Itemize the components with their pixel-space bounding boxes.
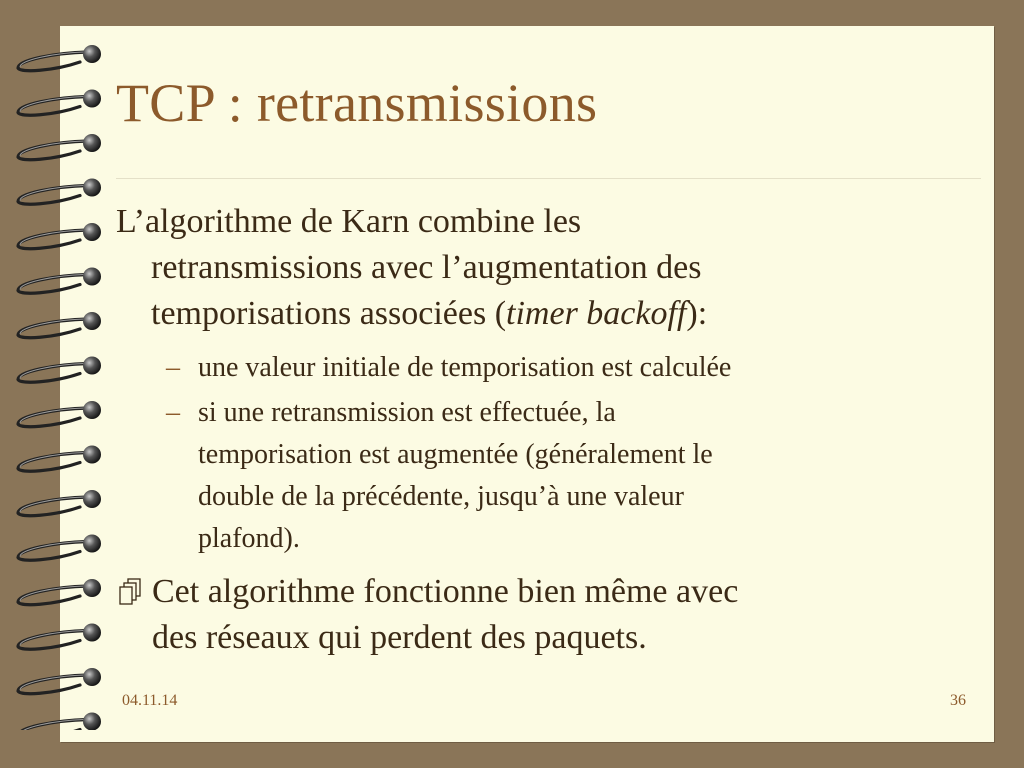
- paragraph-karn-line-2: retransmissions avec l’augmentation des: [151, 249, 702, 286]
- spiral-ring: [18, 535, 101, 561]
- spiral-ring: [18, 134, 101, 160]
- paragraph-conclusion: [116, 569, 966, 661]
- spiral-ring: [18, 490, 101, 516]
- spiral-ring: [18, 357, 101, 383]
- dash-marker: –: [166, 397, 180, 428]
- sub-item-text: une valeur initiale de temporisation est calculée: [198, 352, 732, 383]
- spiral-ring: [18, 223, 101, 249]
- stacked-pages-icon: [116, 578, 142, 606]
- spiral-ring: [18, 312, 101, 338]
- timer-backoff-term: timer backoff: [506, 295, 687, 332]
- spiral-ring: [18, 624, 101, 650]
- sub-item-retransmission: [166, 392, 966, 560]
- paragraph-karn-line-1: L’algorithme de Karn combine les: [116, 203, 582, 240]
- title-divider: [116, 178, 981, 179]
- spiral-ring: [18, 179, 101, 205]
- paragraph-karn: [116, 199, 966, 337]
- slide-title: TCP : retransmissions: [116, 73, 598, 133]
- spiral-binding: [14, 40, 110, 730]
- spiral-ring: [18, 401, 101, 427]
- footer-page-number: 36: [950, 692, 966, 709]
- dash-marker: –: [166, 352, 180, 383]
- paragraph-karn-line-3-end: ):: [686, 295, 708, 332]
- sub-item-line-3: double de la précédente, jusqu’à une valeur: [198, 481, 684, 512]
- sub-item-line-4: plafond).: [198, 523, 300, 554]
- paragraph-karn-line-3: [116, 291, 966, 337]
- spiral-ring: [18, 579, 101, 605]
- spiral-ring: [18, 446, 101, 472]
- spiral-ring: [18, 45, 101, 71]
- footer-date: 04.11.14: [122, 692, 178, 709]
- spiral-ring: [18, 268, 101, 294]
- spiral-ring: [18, 90, 101, 116]
- sub-item-line-1: si une retransmission est effectuée, la: [198, 397, 616, 428]
- spiral-ring: [18, 713, 101, 731]
- paragraph-conclusion-line-2: des réseaux qui perdent des paquets.: [152, 619, 647, 656]
- paragraph-karn-line-3-start: temporisations associées (: [151, 295, 507, 332]
- sub-item-line-2: temporisation est augmentée (généralement le: [198, 439, 713, 470]
- spiral-ring: [18, 668, 101, 694]
- sub-item-initial-value: [166, 347, 966, 389]
- paragraph-conclusion-line-1: Cet algorithme fonctionne bien même avec: [152, 573, 739, 610]
